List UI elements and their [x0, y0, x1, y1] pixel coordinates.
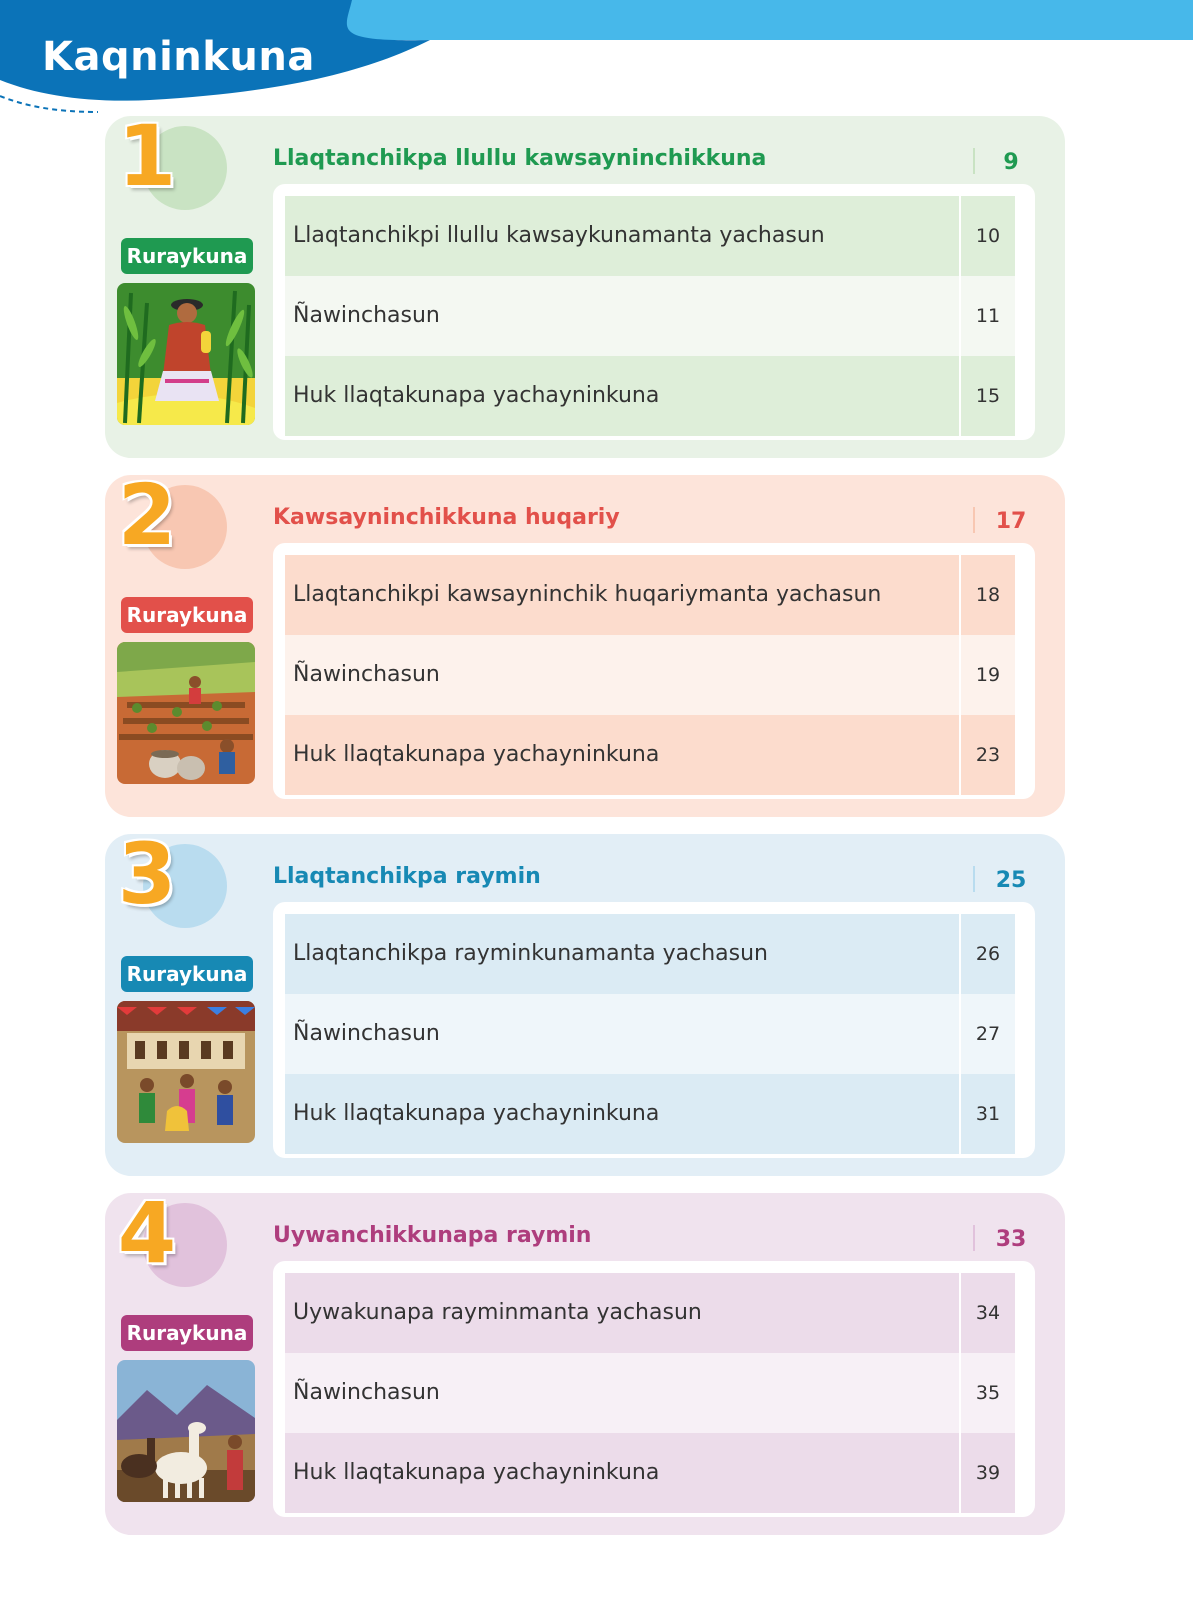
unit-title[interactable]: Llaqtanchikpa llullu kawsayninchikkuna: [273, 146, 767, 171]
lesson-label: Ñawinchasun: [293, 1021, 440, 1046]
unit-title[interactable]: Kawsayninchikkuna huqariy: [273, 505, 620, 530]
unit-illustration-harvest: [117, 642, 255, 784]
lesson-label: Ñawinchasun: [293, 303, 440, 328]
page-title: Kaqninkuna: [42, 34, 315, 80]
lesson-page-number: 18: [975, 584, 1001, 606]
lesson-row[interactable]: [285, 196, 1015, 276]
lesson-page-number: 34: [975, 1302, 1001, 1324]
lesson-row[interactable]: [285, 276, 1015, 356]
unit-badge: Ruraykuna: [121, 1315, 253, 1351]
lesson-row[interactable]: [285, 1273, 1015, 1353]
lesson-page-number: 11: [975, 305, 1001, 327]
lesson-list: [273, 1261, 1035, 1517]
unit-card-1: [105, 107, 1065, 458]
lesson-label: Ñawinchasun: [293, 662, 440, 687]
unit-number: 1: [117, 107, 177, 205]
unit-title-page-number[interactable]: 9: [1003, 150, 1019, 175]
unit-badge: Ruraykuna: [121, 238, 253, 274]
lesson-label: Llaqtanchikpi llullu kawsaykunamanta yachasun: [293, 223, 825, 248]
lesson-row[interactable]: [285, 1074, 1015, 1154]
lesson-row[interactable]: [285, 356, 1015, 436]
lesson-label: Ñawinchasun: [293, 1380, 440, 1405]
unit-illustration-cornfield: [117, 283, 255, 425]
unit-title-page-number[interactable]: 25: [995, 868, 1027, 893]
unit-title-page-number[interactable]: 33: [995, 1227, 1027, 1252]
lesson-list: [273, 184, 1035, 440]
unit-title[interactable]: Llaqtanchikpa raymin: [273, 864, 541, 889]
unit-illustration-festival: [117, 1001, 255, 1143]
unit-badge: Ruraykuna: [121, 956, 253, 992]
lesson-row[interactable]: [285, 914, 1015, 994]
lesson-page-number: 10: [975, 225, 1001, 247]
lesson-row[interactable]: [285, 635, 1015, 715]
unit-card-3: [105, 825, 1065, 1176]
unit-title-page-number[interactable]: 17: [995, 509, 1027, 534]
lesson-page-number: 15: [975, 385, 1001, 407]
lesson-label: Huk llaqtakunapa yachayninkuna: [293, 1101, 660, 1126]
unit-number: 4: [117, 1184, 177, 1282]
unit-number: 3: [117, 825, 177, 923]
lesson-label: Llaqtanchikpa rayminkunamanta yachasun: [293, 941, 768, 966]
unit-title[interactable]: Uywanchikkunapa raymin: [273, 1223, 592, 1248]
unit-illustration-llamas: [117, 1360, 255, 1502]
lesson-list: [273, 902, 1035, 1158]
lesson-row[interactable]: [285, 555, 1015, 635]
lesson-page-number: 27: [975, 1023, 1001, 1045]
lesson-label: Llaqtanchikpi kawsayninchik huqariymanta yachasun: [293, 582, 882, 607]
lesson-row[interactable]: [285, 1433, 1015, 1513]
lesson-page-number: 31: [975, 1103, 1001, 1125]
lesson-row[interactable]: [285, 715, 1015, 795]
lesson-page-number: 19: [975, 664, 1001, 686]
dashed-curve-decoration: [0, 90, 110, 120]
lesson-list: [273, 543, 1035, 799]
lesson-label: Uywakunapa rayminmanta yachasun: [293, 1300, 702, 1325]
unit-card-2: [105, 466, 1065, 817]
lesson-label: Huk llaqtakunapa yachayninkuna: [293, 383, 660, 408]
unit-number: 2: [117, 466, 177, 564]
lesson-page-number: 39: [975, 1462, 1001, 1484]
lesson-page-number: 35: [975, 1382, 1001, 1404]
lesson-row[interactable]: [285, 994, 1015, 1074]
lesson-page-number: 26: [975, 943, 1001, 965]
unit-card-4: [105, 1184, 1065, 1535]
unit-badge: Ruraykuna: [121, 597, 253, 633]
lesson-page-number: 23: [975, 744, 1001, 766]
lesson-row[interactable]: [285, 1353, 1015, 1433]
lesson-label: Huk llaqtakunapa yachayninkuna: [293, 742, 660, 767]
lesson-label: Huk llaqtakunapa yachayninkuna: [293, 1460, 660, 1485]
